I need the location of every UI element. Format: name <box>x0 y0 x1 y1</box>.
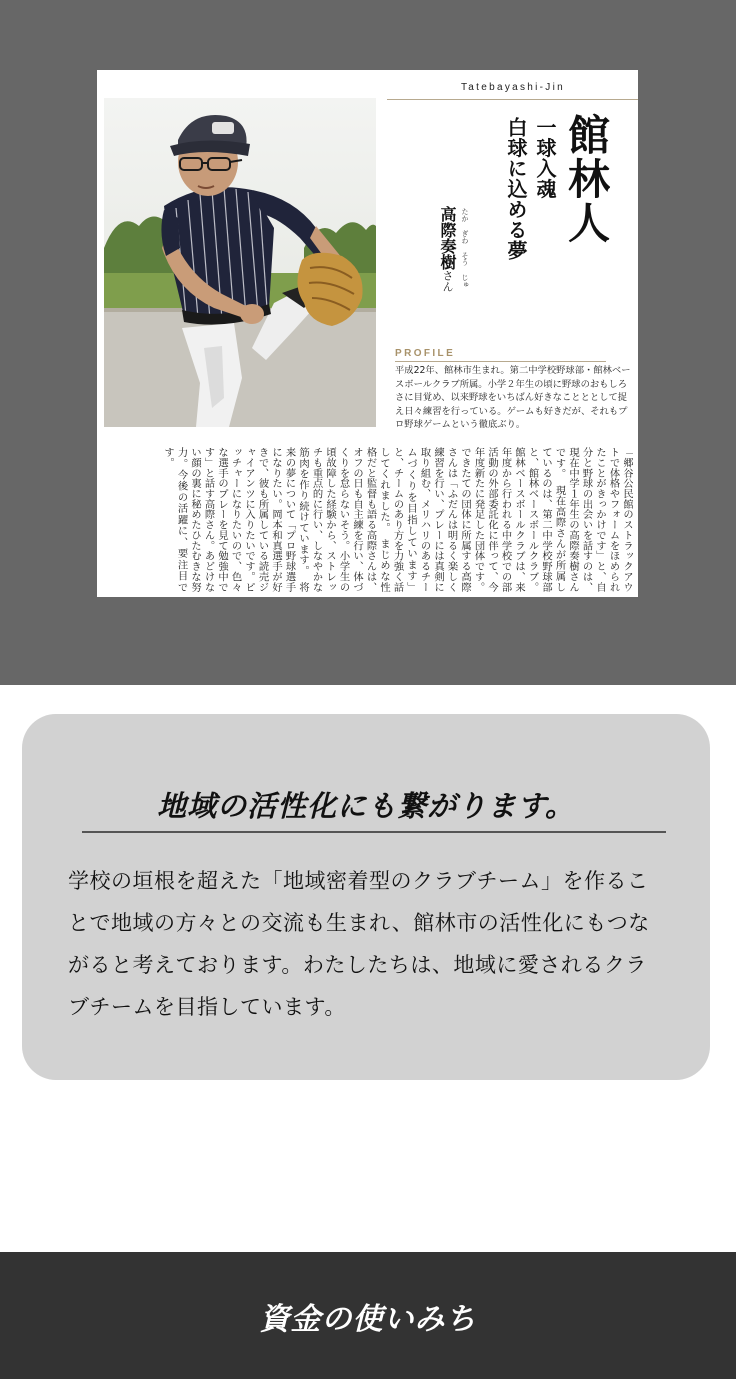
player-photo <box>104 98 376 427</box>
article-section <box>0 0 736 685</box>
furigana-3: そう <box>461 252 469 266</box>
headline-line-1: 一球入魂 <box>533 117 557 199</box>
footer-bar[interactable] <box>0 1252 736 1379</box>
article-body: 「郷谷公民館のストラックアウトで体格やフォームをほめられたことがきっかけです」と、自分と野球の出会いを話すのは、現在中学１年生の高際奏樹さんです。 現在高際さんが所属しているのは、第二中学校野球部と、館林ベースボールクラブ。館林ベースボールクラブは、来年度から行われる中学校での部活動の外部委託化に伴って、今年度新たに発足した団体です。できたての団体に所属する高際さんは「ふだんは明るく楽しく練習を行い、プレーには真剣に取り組む、メリハリのあるチームづくりを目指しています」と、チームのあり方を力強く話してくれました。 まじめな性格だと監督も語る高際さんは、オフの日も自主練を行い、体づくりを怠らないそう。小学生の頃故障した経験から、ストレッチも重点的に行い、しなやかな筋肉を作り続けています。 将来の夢について「プロ野球選手になりたい。岡本和真選手が好きで、彼も所属している読売ジャイアンツに入りたいです。ピッチャーになりたいので、色々な選手のプレーを見て勉強中です」と話す高際さん。あどけない顔の裏に秘めたひたむきな努力。今後の活躍に、要注目です。 <box>162 447 633 592</box>
furigana-2: ぎわ <box>461 230 469 244</box>
baseball-pitcher-illustration <box>104 98 376 427</box>
info-card <box>22 714 710 1080</box>
name-suffix: さん <box>441 270 454 292</box>
profile-heading: PROFILE <box>395 348 456 359</box>
article-headline <box>501 117 559 302</box>
profile-text: 平成22年、館林市生まれ。第二中学校野球部・館林ベースボールクラブ所属。小学２年生の頃に野球のおもしろさに目覚め、以来野球をいちばん好きなことととして捉え日々練習を行っている。ゲームも好きだが、それもプロ野球ゲームという徹底ぶり。 <box>395 365 631 430</box>
series-label: Tatebayashi-Jin <box>461 82 565 93</box>
profile-divider <box>395 361 606 362</box>
card-divider <box>82 831 666 833</box>
newspaper-article <box>97 70 638 597</box>
furigana-1: たか <box>461 208 469 222</box>
furigana-4: じゅ <box>461 274 469 288</box>
fund-usage-heading: 資金の使いみち <box>259 1302 477 1337</box>
person-name <box>436 206 458 318</box>
headline-line-2: 白球に込める夢 <box>504 117 528 261</box>
person-name-text: 高際奏樹 <box>438 206 457 270</box>
card-body: 学校の垣根を超えた「地域密着型のクラブチーム」を作ることで地域の方々との交流も生まれ、館林市の活性化にもつながると考えております。わたしたちは、地域に愛されるクラブチームを目指しています。 <box>68 869 650 1019</box>
name-furigana <box>460 208 470 308</box>
card-title: 地域の活性化にも繋がります。 <box>157 789 575 823</box>
masthead-title: 館林人 <box>562 113 611 245</box>
series-divider <box>387 99 638 100</box>
